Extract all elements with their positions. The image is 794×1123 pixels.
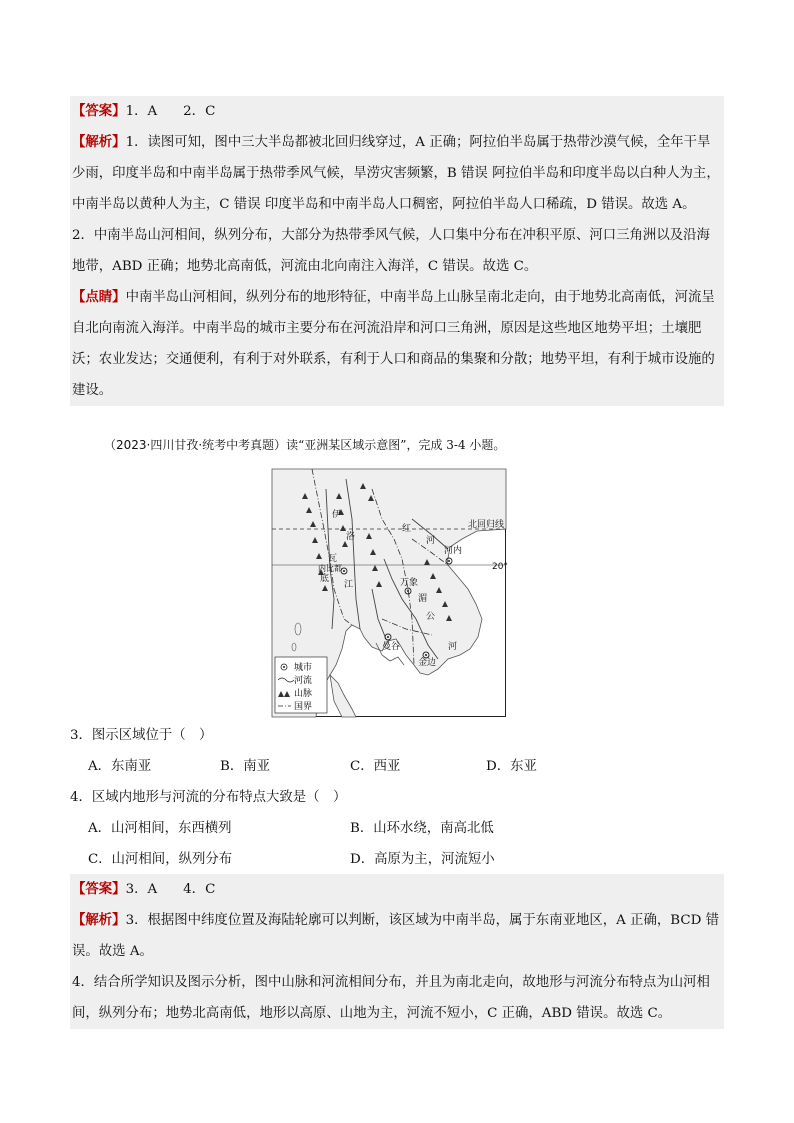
label-luo: 洛 — [346, 532, 356, 542]
q3-option-d: D．东亚 — [486, 759, 537, 774]
answer-1: 1．A — [125, 104, 158, 119]
answer-4: 4．C — [183, 882, 216, 897]
answer-block-2 — [70, 874, 724, 1029]
q3-option-c: C．西亚 — [350, 759, 401, 774]
q3-option-b: B．南亚 — [220, 759, 271, 774]
comment-line — [72, 282, 722, 406]
label-wa: 瓦 — [328, 554, 338, 564]
map-figure — [272, 469, 506, 717]
answer-line-1 — [72, 96, 722, 127]
answer-line-2 — [72, 874, 722, 905]
analysis-line-2 — [72, 905, 722, 967]
analysis-1: 1．读图可知，图中三大半岛都被北回归线穿过，A 正确；阿拉伯半岛属于热带沙漠气候，全年干旱少雨，印度半岛和中南半岛属于热带季风气候，旱涝灾害频繁，B 错误 阿拉伯半岛和印度半岛以白种人为主，中南半岛以黄种人为主，C 错误 印度半岛和中南半岛人口稠密，阿拉伯半岛人口稀疏，D 错误。故选 A。 — [72, 135, 720, 212]
label-phnompenh: 金边 — [418, 658, 437, 668]
analysis-tag-2: 【解析】 — [72, 912, 126, 928]
analysis-4: 4．结合所学知识及图示分析，图中山脉和河流相间分布，并且为南北走向，故地形与河流分布特点为山河相间，纵列分布；地势北高南低，地形以高原、山地为主，河流不短小，C 正确，ABD 错误。故选 C。 — [72, 975, 710, 1021]
label-river: 河 — [426, 536, 436, 546]
question-source: （2023·四川甘孜·统考中考真题） — [104, 438, 287, 452]
label-red-river: 红 — [402, 524, 412, 534]
answer-tag-2: 【答案】 — [72, 881, 126, 897]
label-jiang: 江 — [344, 580, 354, 590]
analysis-3: 3．根据图中纬度位置及海陆轮廓可以判断，该区域为中南半岛，属于东南亚地区，A 正确，BCD 错误。故选 A。 — [72, 913, 719, 959]
answer-2: 2．C — [183, 104, 216, 119]
answer-tag: 【答案】 — [72, 103, 126, 119]
question-intro — [104, 437, 505, 453]
map-legend — [275, 657, 327, 713]
q4-option-d: D．高原为主，河流短小 — [350, 852, 495, 867]
q4-option-a: A．山河相间，东西横列 — [88, 821, 232, 836]
analysis-2: 2．中南半岛山河相间，纵列分布，大部分为热带季风气候，人口集中分布在冲积平原、河口三角洲以及沿海地带，ABD 正确；地势北高南低，河流由北向南注入海洋，C 错误。故选 C。 — [72, 228, 710, 274]
legend-river: 河流 — [294, 676, 313, 686]
label-tropic: 北回归线 — [468, 520, 505, 530]
question-4-stem: 4．区域内地形与河流的分布特点大致是（ ） — [70, 790, 347, 805]
analysis-tag: 【解析】 — [72, 134, 126, 150]
analysis-line-1 — [72, 127, 722, 220]
q3-option-a: A．东南亚 — [88, 759, 152, 774]
label-di: 底 — [320, 574, 330, 584]
legend-city: 城市 — [294, 663, 313, 673]
q4-option-b: B．山环水绕，南高北低 — [350, 821, 494, 836]
comment-tag: 【点睛】 — [72, 289, 126, 305]
legend-mountain: 山脉 — [294, 689, 313, 699]
label-bangkok: 曼谷 — [382, 642, 401, 652]
region-map — [272, 469, 506, 717]
legend-border: 国界 — [294, 702, 313, 712]
question-intro-text: 读“亚洲某区域示意图”，完成 3-4 小题。 — [286, 438, 506, 452]
answer-3: 3．A — [125, 882, 158, 897]
comment-text: 中南半岛山河相间，纵列分布的地形特征，中南半岛上山脉呈南北走向，由于地势北高南低，河流呈自北向南流入海洋。中南半岛的城市主要分布在河流沿岸和河口三角洲，原因是这些地区地势平坦；土壤肥沃；农业发达；交通便利，有利于对外联系，有利于人口和商品的集聚和分散；地势平坦，有利于城市设施的建设。 — [72, 290, 715, 398]
answer-block-1 — [70, 96, 724, 406]
question-3-stem: 3．图示区域位于（ ） — [70, 728, 213, 743]
label-vientiane: 万象 — [400, 578, 419, 588]
q4-option-c: C．山河相间，纵列分布 — [88, 852, 233, 867]
label-naypyidaw: 内比都 — [318, 564, 342, 573]
label-gong: 公 — [426, 612, 436, 622]
label-lat: 20° — [492, 562, 508, 572]
label-mei: 湄 — [418, 594, 428, 604]
label-hanoi: 河内 — [444, 546, 463, 556]
label-he: 河 — [448, 642, 458, 652]
label-yi: 伊 — [332, 510, 342, 520]
